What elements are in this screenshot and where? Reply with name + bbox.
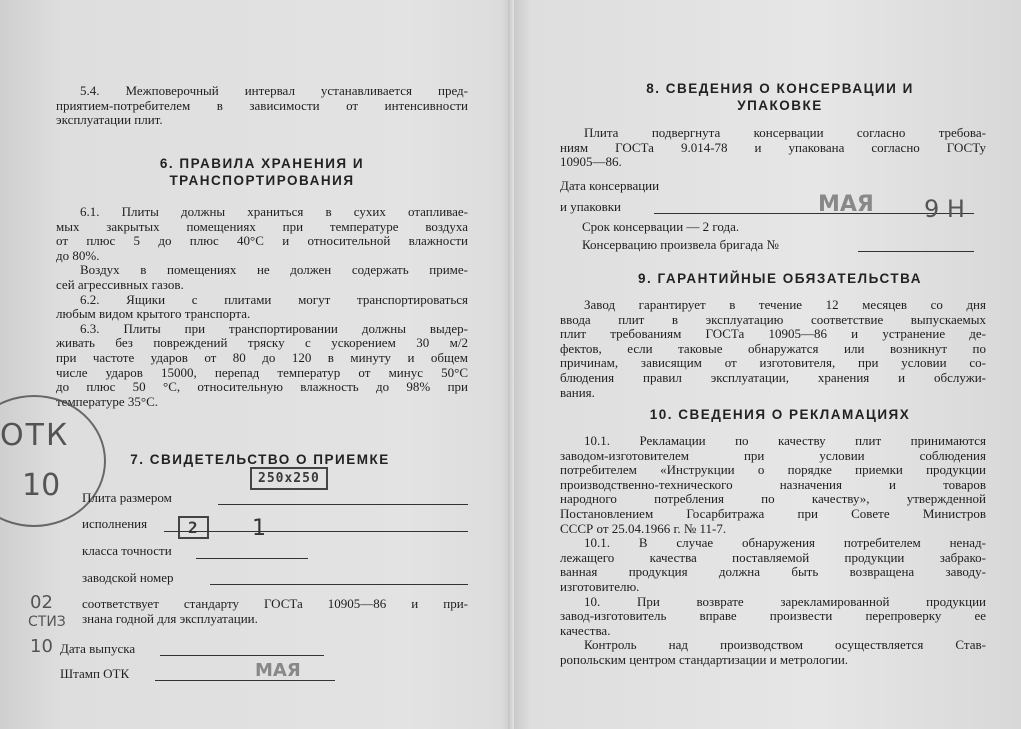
heading-section-6 bbox=[56, 155, 468, 189]
otk-stamp-label: Штамп ОТК bbox=[60, 666, 130, 681]
para-line: блюдения правил эксплуатации, хранения и обслужи- bbox=[560, 369, 986, 385]
para-line: ванная продукция должна быть возвращена заводу- bbox=[560, 564, 986, 580]
para-line: 10. При возврате зарекламированной продукции bbox=[584, 593, 986, 609]
para-10 bbox=[560, 434, 986, 668]
otk-stamp-faded: МАЯ bbox=[255, 660, 301, 681]
side-mark-1: 02 bbox=[30, 592, 53, 613]
para-line: любым видом крытого транспорта. bbox=[56, 306, 251, 322]
release-date-line bbox=[160, 655, 324, 656]
para-line: живать без повреждений тряску с ускорением 30 м/2 bbox=[56, 335, 468, 351]
para-line: 5.4. Межповерочный интервал устанавливается пред- bbox=[80, 83, 468, 98]
page-fold bbox=[508, 0, 514, 729]
para-line: 10905—86. bbox=[560, 154, 622, 170]
para-line: Постановлением Госарбитража при Совете Министров bbox=[560, 505, 986, 521]
para-6-1 bbox=[56, 205, 468, 409]
para-line: ниям ГОСТа 9.014-78 и упакована согласно ГОСТу bbox=[560, 139, 986, 155]
para-line: 6.3. Плиты при транспортировании должны выдер- bbox=[80, 320, 468, 336]
plate-size-line bbox=[218, 504, 468, 505]
para-line: мых закрытых помещениях при температуре воздуха bbox=[56, 218, 468, 234]
heading-line: 8. СВЕДЕНИЯ О КОНСЕРВАЦИИ И bbox=[646, 81, 914, 96]
para-line: 10.1. Рекламации по качеству плит принимаются bbox=[584, 433, 986, 448]
para-line: Завод гарантирует в течение 12 месяцев со дня bbox=[584, 297, 986, 312]
brigade-line bbox=[858, 251, 974, 252]
conservation-date-label: Дата консервации bbox=[560, 178, 660, 193]
side-mark-2: СТИЗ bbox=[28, 614, 66, 630]
para-line: приятием-потребителем в зависимости от интенсивности bbox=[56, 97, 468, 113]
para-line: ввода плит в эксплуатацию соответствие выпускаемых bbox=[560, 311, 986, 327]
para-line: СССР от 25.04.1966 г. № 11-7. bbox=[560, 520, 727, 536]
para-line: производственно-технического назначения и товаров bbox=[560, 476, 986, 492]
heading-line: ТРАНСПОРТИРОВАНИЯ bbox=[169, 173, 355, 188]
conservation-date-stamp: МАЯ bbox=[818, 192, 874, 217]
para-line: фектов, если таковые обнаружатся или возникнут по bbox=[560, 340, 986, 356]
conservation-date-label-2: и упаковки bbox=[560, 199, 622, 214]
para-line: соответствует стандарту ГОСТа 10905—86 и при- bbox=[82, 596, 468, 611]
otk-stamp-number: 10 bbox=[22, 468, 61, 503]
para-9 bbox=[560, 298, 986, 400]
heading-section-7: 7. СВИДЕТЕЛЬСТВО О ПРИЕМКЕ bbox=[130, 452, 390, 467]
execution-stamp: 2 bbox=[178, 516, 209, 539]
otk-stamp-title: ОТК bbox=[0, 418, 70, 453]
plate-size-label: Плита размером bbox=[82, 490, 172, 505]
execution-handwritten: 1 bbox=[252, 516, 266, 541]
heading-line: 6. ПРАВИЛА ХРАНЕНИЯ И bbox=[159, 156, 365, 171]
para-line: лежащего качества поставляемой продукции забрако- bbox=[560, 549, 986, 565]
para-line: плит требованиям ГОСТа 10905—86 и устранение де- bbox=[560, 326, 986, 342]
para-line: до плюс 50 °С, относительную влажность до 98% при bbox=[56, 379, 468, 395]
release-date-label: Дата выпуска bbox=[60, 641, 136, 656]
accuracy-class-label: класса точности bbox=[82, 543, 172, 558]
para-line: народного потребления по качеству», утвержденной bbox=[560, 491, 986, 507]
para-line: эксплуатации плит. bbox=[56, 112, 163, 128]
execution-line bbox=[164, 531, 468, 532]
para-line: при частоте ударов от 80 до 120 в минуту и общем bbox=[56, 349, 468, 365]
para-line: Воздух в помещениях не должен содержать приме- bbox=[80, 262, 468, 278]
para-line: от плюс 5 до плюс 40°С и относительной влажности bbox=[56, 233, 468, 249]
heading-section-10: 10. СВЕДЕНИЯ О РЕКЛАМАЦИЯХ bbox=[649, 407, 911, 422]
conservation-term: Срок консервации — 2 года. bbox=[582, 219, 740, 234]
para-line: потребителем «Инструкции о порядке приемки продукции bbox=[560, 462, 986, 478]
para-line: вания. bbox=[560, 384, 595, 400]
size-stamp: 250x250 bbox=[250, 467, 328, 490]
accuracy-class-line bbox=[196, 558, 308, 559]
para-line: ропольским центром стандартизации и метрологии. bbox=[560, 651, 849, 667]
brigade-label: Консервацию произвела бригада № bbox=[582, 237, 779, 252]
serial-no-label: заводской номер bbox=[82, 570, 174, 585]
conservation-date-hand: 9 Н bbox=[924, 195, 965, 223]
serial-no-line bbox=[210, 584, 468, 585]
para-line: 6.2. Ящики с плитами могут транспортироваться bbox=[80, 291, 468, 307]
para-line: причинам, зависящим от изготовителя, при условии со- bbox=[560, 355, 986, 371]
otk-stamp-line bbox=[155, 680, 335, 681]
heading-section-8 bbox=[580, 80, 980, 114]
heading-line: УПАКОВКЕ bbox=[737, 98, 823, 113]
para-5-4 bbox=[56, 84, 468, 128]
side-mark-3: 10 bbox=[30, 636, 53, 657]
para-line: температуре 35°С. bbox=[56, 393, 158, 409]
para-line: Контроль над производством осуществляется Став- bbox=[584, 637, 986, 653]
para-line: заводом-изготовителем при условии соблюдения bbox=[560, 447, 986, 463]
heading-section-9: 9. ГАРАНТИЙНЫЕ ОБЯЗАТЕЛЬСТВА bbox=[638, 271, 922, 286]
para-line: качества. bbox=[560, 622, 611, 638]
para-line: знана годной для эксплуатации. bbox=[82, 610, 258, 626]
para-line: числе ударов 15000, перепад температур от минус 50°С bbox=[56, 364, 468, 380]
execution-label: исполнения bbox=[82, 516, 148, 531]
para-line: до 80%. bbox=[56, 247, 100, 263]
para-line: завод-изготовитель вправе произвести перепроверку ее bbox=[560, 608, 986, 624]
conformity-text bbox=[82, 597, 468, 626]
para-line: Плита подвергнута консервации согласно требова- bbox=[584, 125, 986, 140]
para-line: изготовителю. bbox=[560, 578, 640, 594]
para-line: сей агрессивных газов. bbox=[56, 276, 184, 292]
para-8 bbox=[560, 126, 986, 170]
para-line: 6.1. Плиты должны храниться в сухих отапливае- bbox=[80, 204, 468, 219]
para-line: 10.1. В случае обнаружения потребителем ненад- bbox=[584, 535, 986, 551]
